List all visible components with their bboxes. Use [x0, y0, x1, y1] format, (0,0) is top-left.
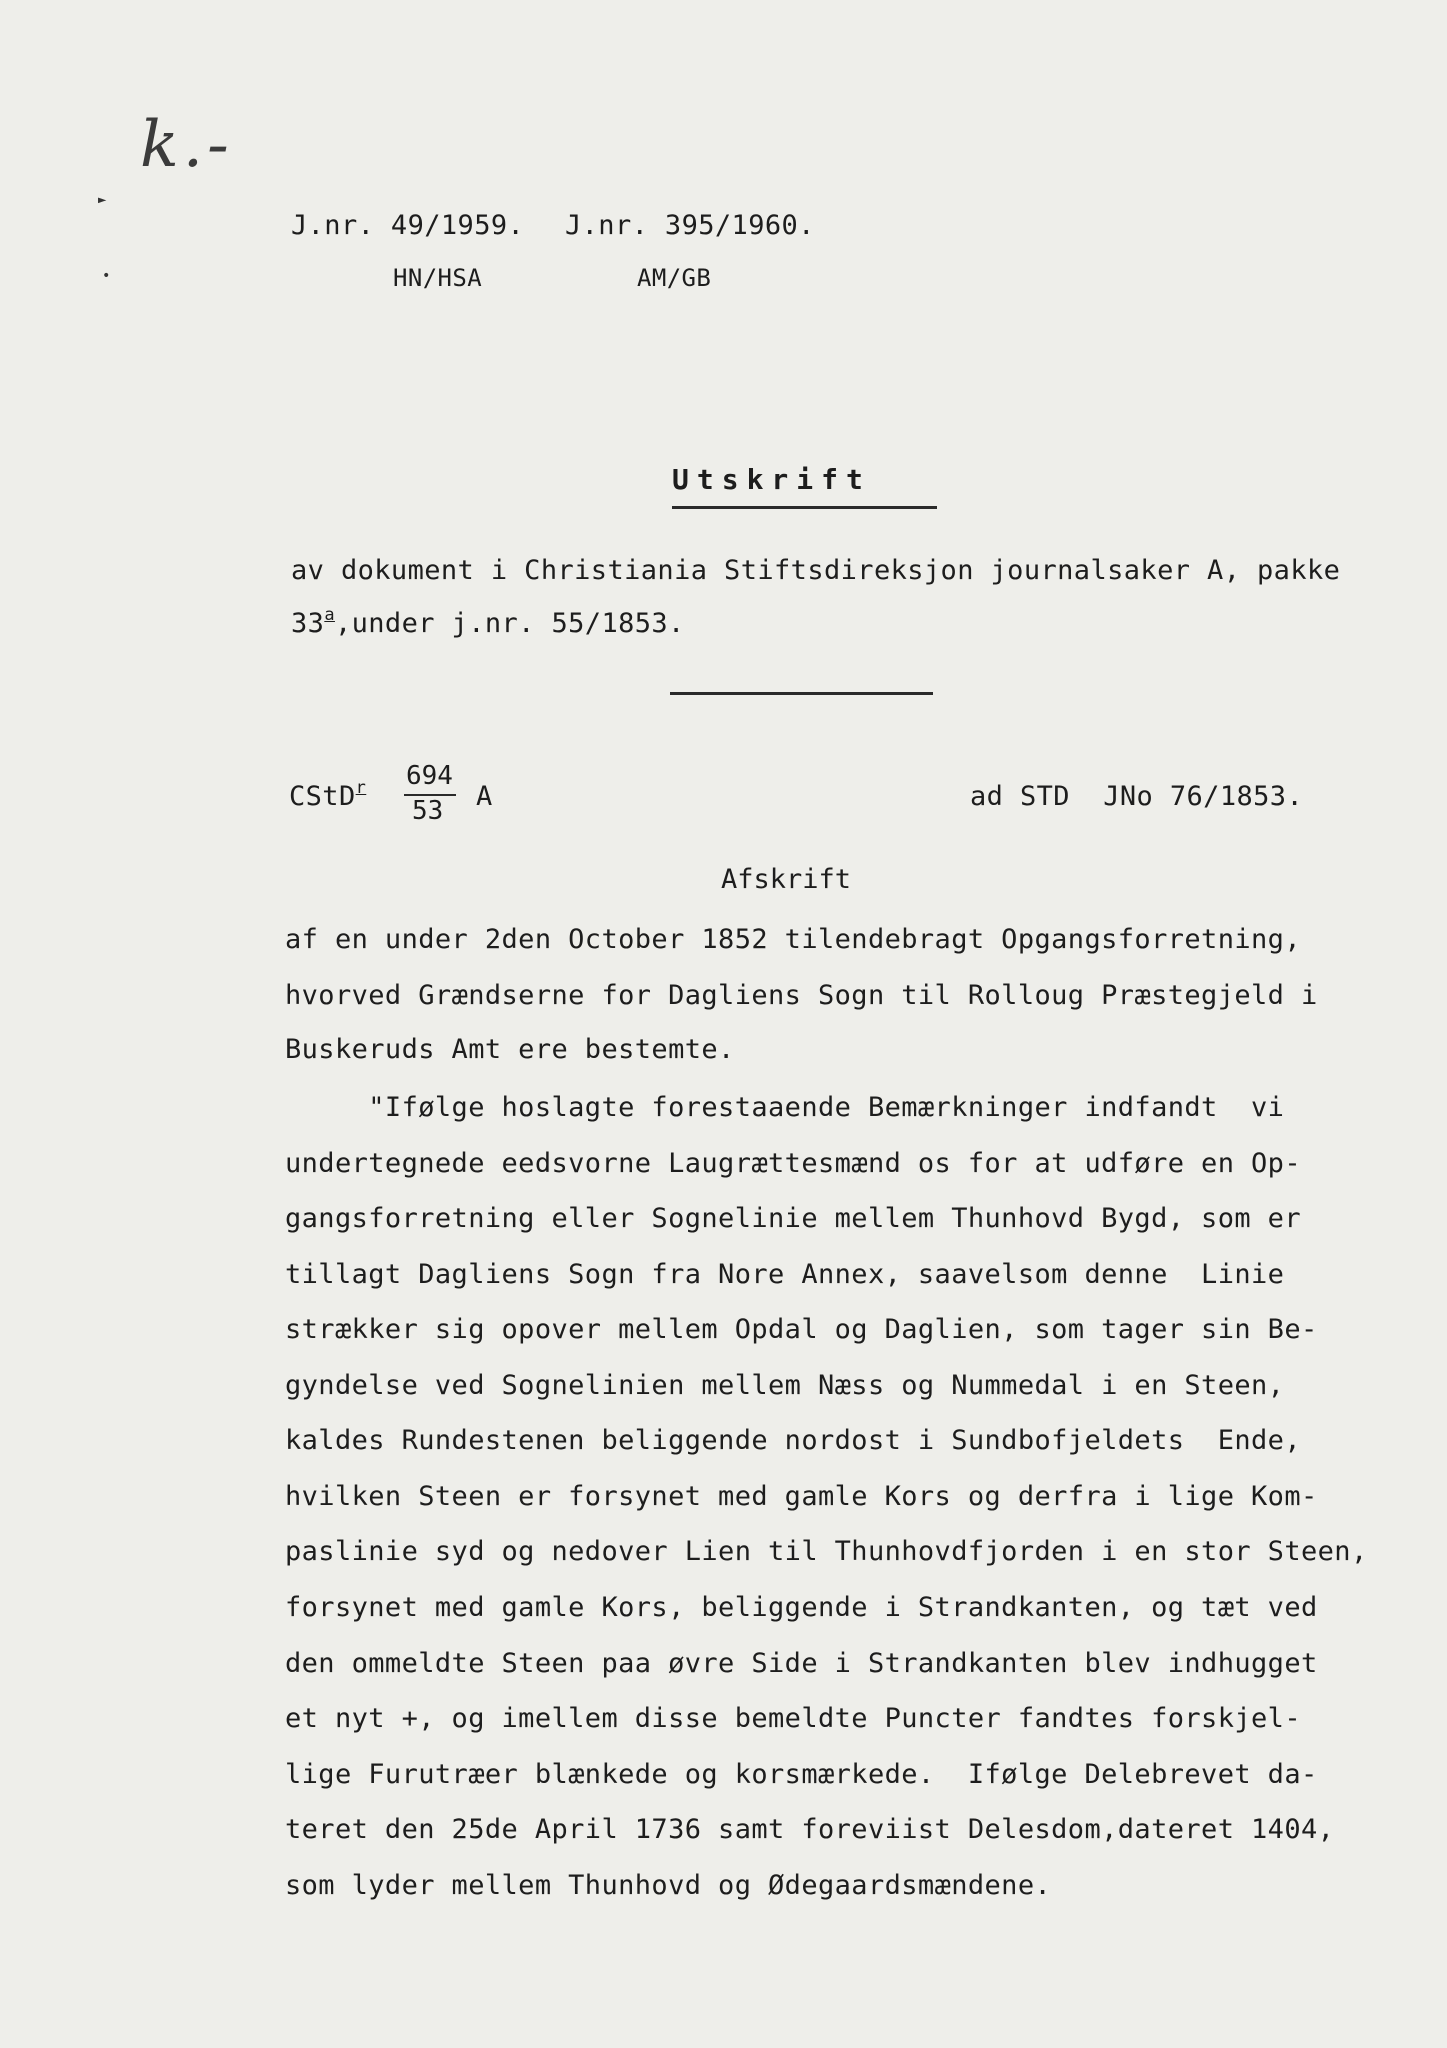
punch-mark-icon: •: [102, 268, 111, 284]
intro-line-2-text: ,under j.nr. 55/1853.: [334, 608, 685, 639]
reference-right: ad STD JNo 76/1853.: [970, 781, 1304, 812]
journal-number-1960: J.nr. 395/1960.: [565, 210, 815, 241]
body-line: strækker sig opover mellem Opdal og Daglien, som tager sin Be-: [285, 1314, 1318, 1345]
reference-prefix-superscript: r: [355, 778, 367, 798]
body-line: den ommeldte Steen paa øvre Side i Strandkanten blev indhugget: [285, 1648, 1318, 1679]
body-line: forsynet med gamle Kors, beliggende i Strandkanten, og tæt ved: [285, 1592, 1318, 1623]
body-line: hvilken Steen er forsynet med gamle Kors og derfra i lige Kom-: [285, 1481, 1318, 1512]
body-line: kaldes Rundestenen beliggende nordost i Sundbofjeldets Ende,: [285, 1425, 1301, 1456]
pakke-number: 33: [291, 608, 325, 639]
initials-1959: HN/HSA: [393, 264, 483, 292]
title-underline: [672, 506, 937, 509]
pakke-superscript: a: [324, 605, 335, 625]
body-line: gyndelse ved Sognelinien mellem Næss og Nummedal i en Steen,: [285, 1370, 1285, 1401]
body-line: paslinie syd og nedover Lien til Thunhovdfjorden i en stor Steen,: [285, 1536, 1368, 1567]
body-line: Buskeruds Amt ere bestemte.: [285, 1034, 735, 1065]
body-line: lige Furutræer blænkede og korsmærkede. Ifølge Delebrevet da-: [285, 1759, 1318, 1790]
reference-denominator: 53: [412, 796, 444, 826]
body-line: af en under 2den October 1852 tilendebragt Opgangsforretning,: [285, 924, 1301, 955]
intro-line-1: av dokument i Christiania Stiftsdireksjon journalsaker A, pakke: [291, 555, 1341, 586]
initials-1960: AM/GB: [637, 264, 712, 292]
punch-mark-icon: ►: [98, 192, 107, 208]
reference-suffix: A: [476, 781, 493, 812]
body-line: undertegnede eedsvorne Laugrættesmænd os for at udføre en Op-: [285, 1148, 1301, 1179]
body-line: gangsforretning eller Sognelinie mellem Thunhovd Bygd, som er: [285, 1203, 1301, 1234]
handwritten-margin-mark: k.-: [140, 108, 233, 182]
body-line: "Ifølge hoslagte forestaaende Bemærkninger indfandt vi: [285, 1092, 1285, 1123]
body-line: et nyt +, og imellem disse bemeldte Puncter fandtes forskjel-: [285, 1703, 1301, 1734]
body-line: tillagt Dagliens Sogn fra Nore Annex, saavelsom denne Linie: [285, 1259, 1285, 1290]
body-line: teret den 25de April 1736 samt foreviist Delesdom,dateret 1404,: [285, 1814, 1335, 1845]
reference-prefix-text: CStD: [289, 781, 356, 812]
journal-number-1959: J.nr. 49/1959.: [291, 210, 525, 241]
reference-prefix: [289, 778, 367, 812]
body-line: hvorved Grændserne for Dagliens Sogn til Rolloug Præstegjeld i: [285, 980, 1318, 1011]
document-title: Utskrift: [672, 463, 871, 496]
intro-line-2: [291, 605, 685, 639]
body-line: som lyder mellem Thunhovd og Ødegaardsmændene.: [285, 1870, 1052, 1901]
section-divider: [670, 692, 933, 695]
reference-numerator: 694: [406, 761, 453, 791]
subtitle-afskrift: Afskrift: [721, 864, 852, 895]
